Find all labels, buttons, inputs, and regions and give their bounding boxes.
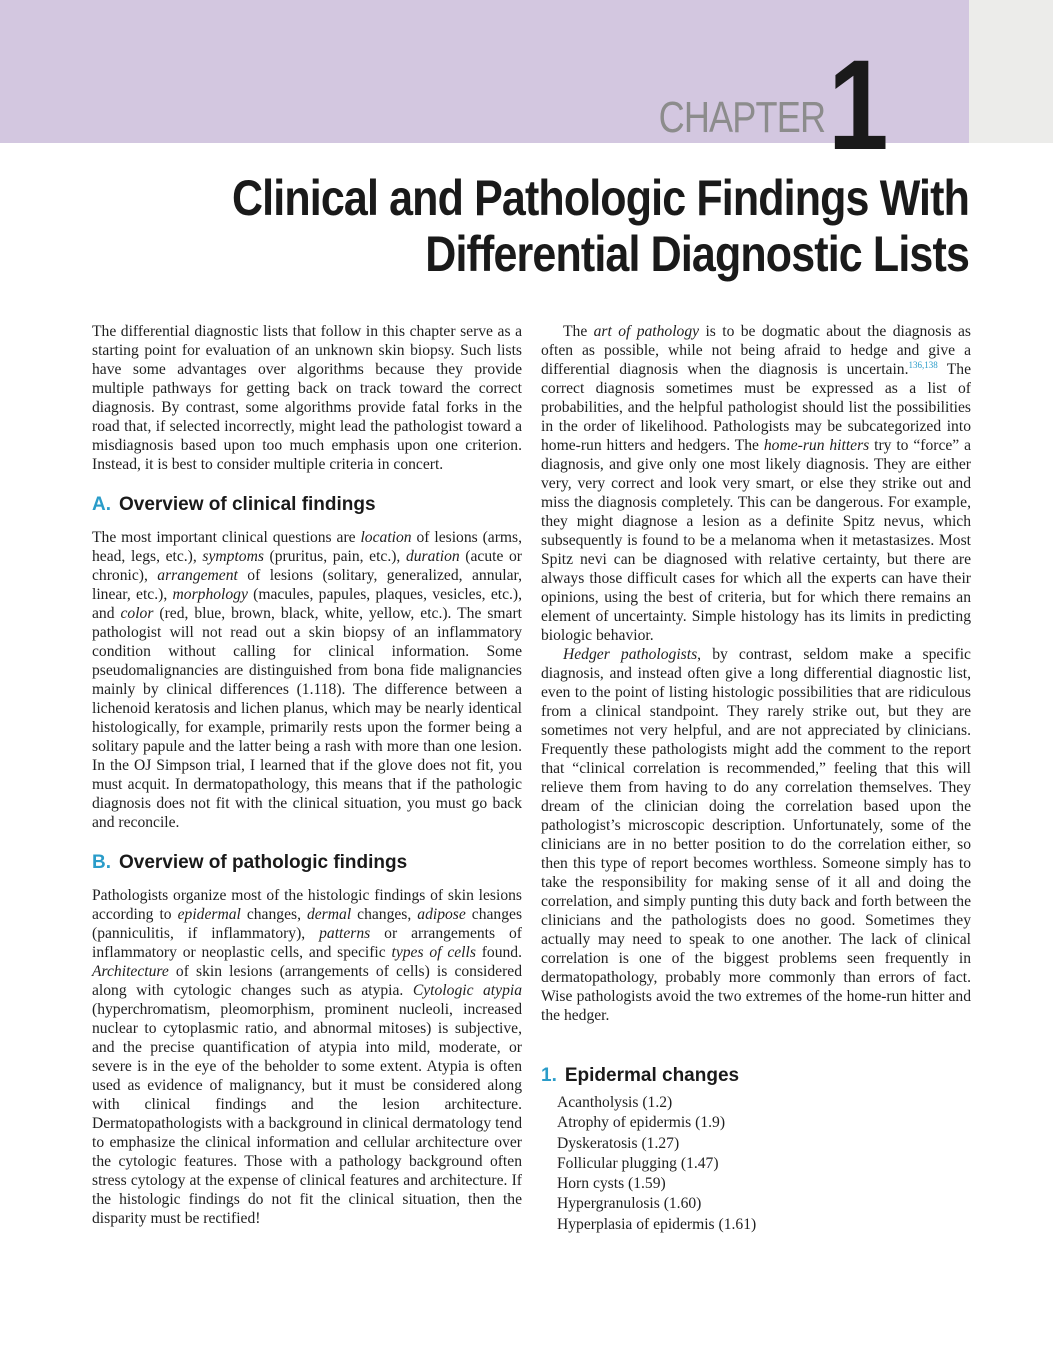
chapter-title <box>69 170 969 282</box>
section-b-heading <box>92 852 522 874</box>
epidermal-changes-list <box>557 1093 971 1235</box>
citation-reference: 136,138 <box>908 359 938 370</box>
section-1-title: Epidermal changes <box>564 1065 740 1086</box>
chapter-title-line-1: Clinical and Pathologic Findings With <box>231 170 970 226</box>
section-1-number: 1. <box>541 1065 557 1086</box>
banner-edge-tab <box>969 0 1053 143</box>
section-b-title: Overview of pathologic findings <box>119 852 408 873</box>
clinical-findings-paragraph: The most important clinical questions are location of lesions (arms, head, legs, etc.), symptoms (pruritus, pain, etc.), duration (acute or chronic), arrangement of lesions (solitary, generalized, annular, linear, etc.), morphology (macules, papules, plaques, vesicles, etc.), and color (red, blue, brown, black, white, yellow, etc.). The smart pathologist will not read out a skin biopsy of an inflammatory condition without calling for clinical information. Some pseudomalignancies are distinguished from bona fide malignancies mainly by clinical differences (1.118). The difference between a lichenoid keratosis and lichen planus, which may be nearly identical histologically, for example, primarily rests upon the former being a solitary papule and the latter being a rash with more than one lesion. In the OJ Simpson trial, I learned that if the glove does not fit, you must acquit. In dermatopathology, this means that if the pathologic diagnosis does not fit with the clinical situation, you must go back and reconcile. <box>92 529 523 831</box>
list-item: Atrophy of epidermis (1.9) <box>557 1114 726 1132</box>
list-item: Horn cysts (1.59) <box>557 1175 666 1193</box>
list-item: Hyperplasia of epidermis (1.61) <box>557 1215 757 1233</box>
list-item: Hypergranulosis (1.60) <box>557 1195 702 1213</box>
section-1-heading <box>541 1065 971 1087</box>
section-a-heading <box>92 494 522 516</box>
left-column <box>92 322 522 1228</box>
section-a-title: Overview of clinical findings <box>119 494 376 515</box>
section-a-letter: A. <box>92 494 111 515</box>
list-item: Dyskeratosis (1.27) <box>557 1134 680 1152</box>
hedger-paragraph: Hedger pathologists, by contrast, seldom make a specific diagnosis, and instead often give a long differential diagnostic list, even to the point of listing histologic possibilities that are ridiculous from a clinical standpoint. They rarely strike out, but they are sometimes not very helpful, and are not appreciated by clinicians. Frequently these pathologists might add the comment to the report that “clinical correlation is recommended,” feeling that this will relieve them from having to do any correlation themselves. They dream of the clinician doing the correlation based upon the pathologist’s microscopic description. Unfortunately, some of the clinicians are in no better position to do the correlation either, so then this type of report becomes worthless. Someone simply has to take the responsibility for making sense of it all and doing the correlation, and simply punting this duty back and forth between the clinicians and the pathologists does no good. Sometimes they actually may need to speak to one another. The lack of clinical correlation is one of the biggest problems seen frequently in dermatopathology, probably more commonly than errors of fact. Wise pathologists avoid the two extremes of the home-run hitter and the hedger. <box>541 646 971 1024</box>
right-column <box>541 322 971 1235</box>
list-item: Follicular plugging (1.47) <box>557 1154 719 1172</box>
chapter-title-line-2: Differential Diagnostic Lists <box>425 226 969 282</box>
pathologic-findings-paragraph: Pathologists organize most of the histologic findings of skin lesions according to epidermal changes, dermal changes, adipose changes (panniculitis, if inflammatory), patterns or arrangements of inflammatory or neoplastic cells, and specific types of cells found. Architecture of skin lesions (arrangements of cells) is considered along with cytologic changes such as atypia. Cytologic atypia (hyperchromatism, pleomorphism, prominent nucleoli, increased nuclear to cytoplasmic ratio, and abnormal mitoses) is subjective, and the precise quantification of atypia into mild, moderate, or severe is in the eye of the beholder to some extent. Atypia is often used as evidence of malignancy, but it must be considered along with clinical findings and the lesion architecture. Dermatopathologists with a background in clinical dermatology tend to emphasize the clinical information and cellular architecture over the cytologic features. Those with a pathology background often stress cytology at the expense of clinical features and architecture. If the histologic findings do not fit the clinical situation, then the disparity must be rectified! <box>92 887 523 1227</box>
chapter-number: 1 <box>828 34 889 177</box>
section-b-letter: B. <box>92 852 111 873</box>
list-item: Acantholysis (1.2) <box>557 1094 673 1111</box>
chapter-label: CHAPTER <box>658 93 825 142</box>
intro-paragraph: The differential diagnostic lists that follow in this chapter serve as a starting point for evaluation of an unknown skin biopsy. Such lists have some advantages over algorithms because they provide multiple pathways for getting back on track toward the correct diagnosis. By contrast, some algorithms provide fatal forks in the road that, if selected incorrectly, might lead the pathologist toward a misdiagnosis based upon too much emphasis upon one criterion. Instead, it is best to consider multiple criteria in concert. <box>92 323 522 473</box>
art-of-pathology-paragraph: The art of pathology is to be dogmatic about the diagnosis as often as possible, while not being afraid to hedge and give a differential diagnosis when the diagnosis is uncertain.$^{136,138}$ The correct diagnosis sometimes must be expressed as a list of probabilities, and the helpful pathologist should list the possibilities in the order of likelihood. Pathologists may be subcategorized into home-run hitters and hedgers. The home-run hitters try to “force” a diagnosis, and give only one most likely diagnosis. They are either very, very correct and look very smart, or else they strike out and miss the diagnosis completely. This can be dangerous. For example, they might diagnose a lesion as a definite Spitz nevus, which subsequently is found to be a melanoma when it metastasizes. Most Spitz nevi can be diagnosed with relative certainty, but there are always those difficult cases for which all the experts can have their opinions, using the best of criteria, but for which there remains an element of uncertainty. Simple histology has its limits in predicting biologic behavior. <box>541 323 972 644</box>
